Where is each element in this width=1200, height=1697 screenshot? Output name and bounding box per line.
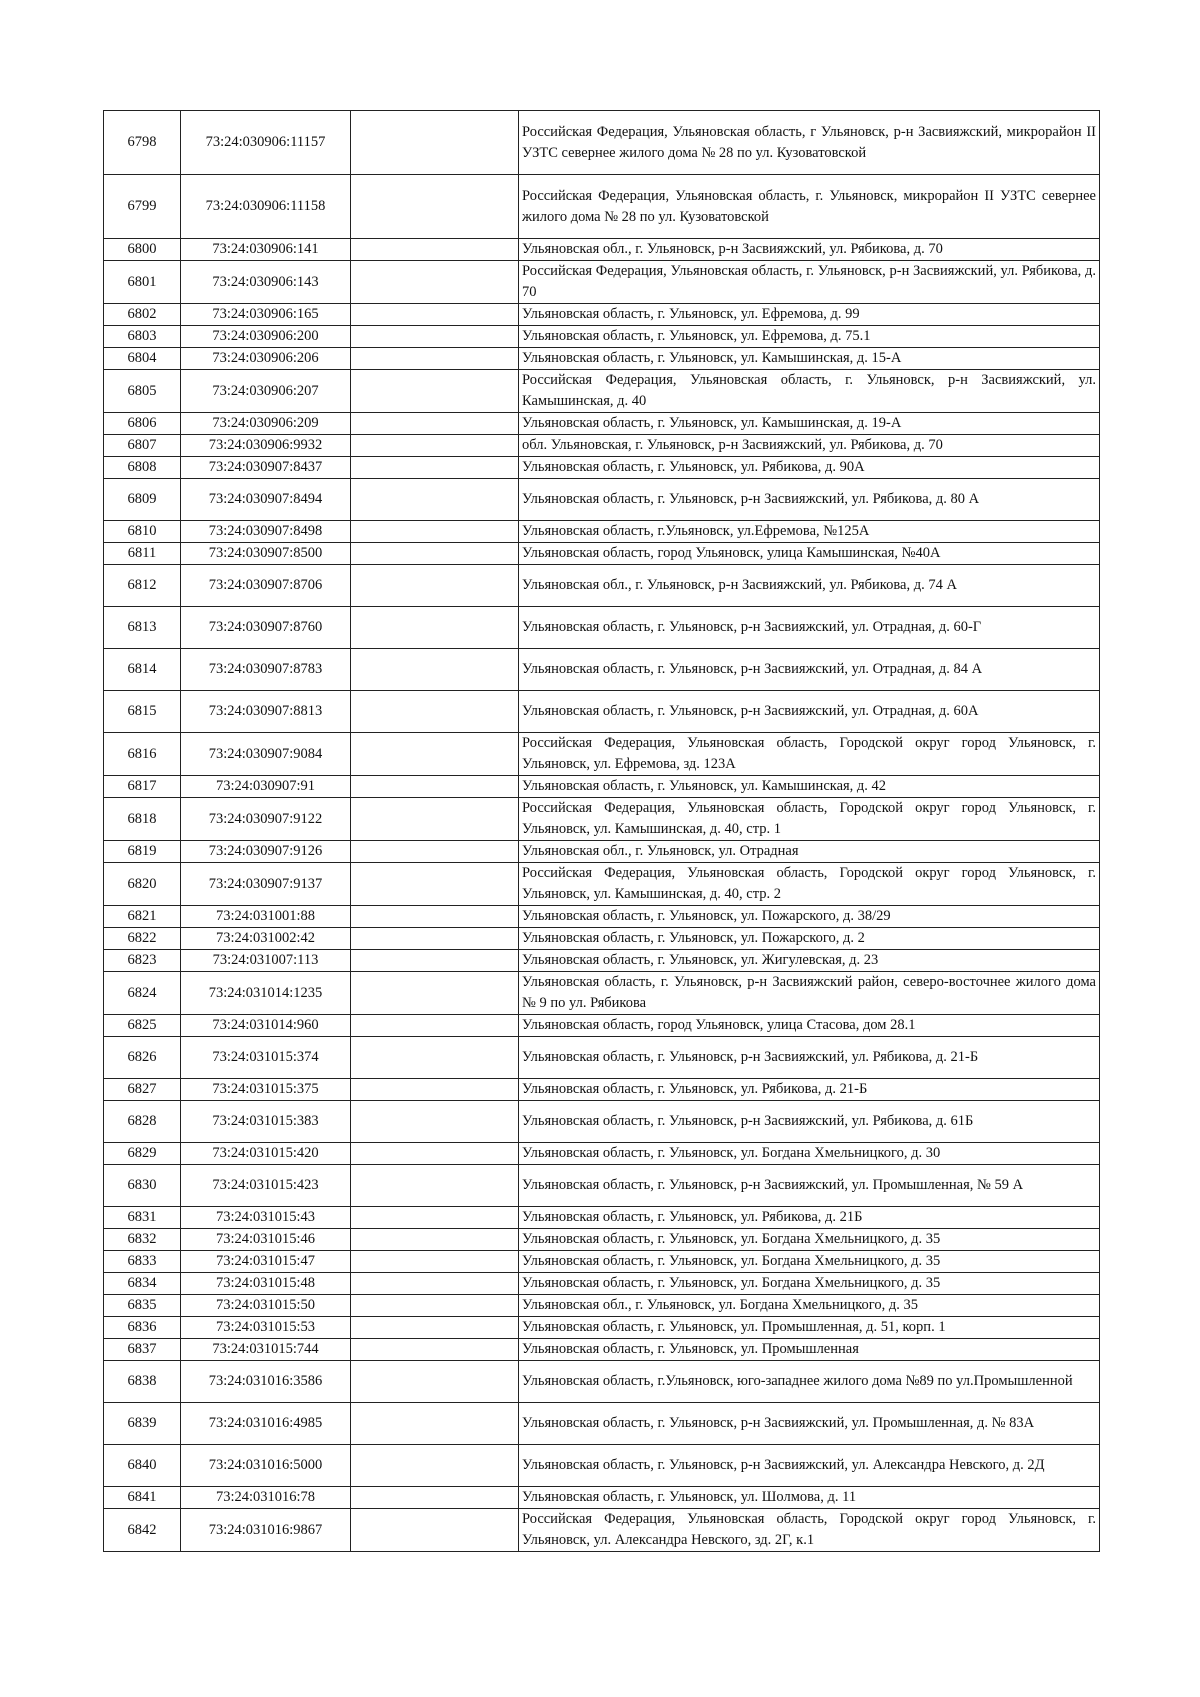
cadastral-number-cell: 73:24:030907:8813 [181, 691, 351, 733]
empty-cell [351, 733, 519, 776]
table-row [104, 1229, 1100, 1251]
row-number-cell: 6836 [104, 1317, 181, 1339]
registry-table [103, 110, 1100, 1552]
address-cell: Российская Федерация, Ульяновская область, Городской округ город Ульяновск, г. Ульяновск, ул. Александра Невского, зд. 2Г, к.1 [519, 1509, 1100, 1552]
table-row [104, 607, 1100, 649]
empty-cell [351, 239, 519, 261]
cadastral-number-cell: 73:24:031015:383 [181, 1101, 351, 1143]
address-cell: Ульяновская область, г. Ульяновск, р-н Засвияжский, ул. Александра Невского, д. 2Д [519, 1445, 1100, 1487]
row-number-cell: 6804 [104, 348, 181, 370]
cadastral-number-cell: 73:24:031014:960 [181, 1015, 351, 1037]
row-number-cell: 6838 [104, 1361, 181, 1403]
address-cell: Ульяновская область, г. Ульяновск, р-н Засвияжский, ул. Рябикова, д. 21-Б [519, 1037, 1100, 1079]
cadastral-number-cell: 73:24:031016:4985 [181, 1403, 351, 1445]
empty-cell [351, 841, 519, 863]
table-row [104, 326, 1100, 348]
row-number-cell: 6812 [104, 565, 181, 607]
address-cell: Ульяновская область, г.Ульяновск, ул.Ефремова, №125А [519, 521, 1100, 543]
empty-cell [351, 370, 519, 413]
cadastral-number-cell: 73:24:031014:1235 [181, 972, 351, 1015]
cadastral-number-cell: 73:24:030907:9126 [181, 841, 351, 863]
address-cell: Ульяновская область, г. Ульяновск, ул. Камышинская, д. 42 [519, 776, 1100, 798]
address-cell: обл. Ульяновская, г. Ульяновск, р-н Засвияжский, ул. Рябикова, д. 70 [519, 435, 1100, 457]
address-cell: Российская Федерация, Ульяновская область, г Ульяновск, р-н Засвияжский, микрорайон II УЗТС севернее жилого дома № 28 по ул. Кузоватовской [519, 111, 1100, 175]
empty-cell [351, 543, 519, 565]
address-cell: Ульяновская область, г. Ульяновск, ул. Промышленная [519, 1339, 1100, 1361]
row-number-cell: 6827 [104, 1079, 181, 1101]
table-row [104, 776, 1100, 798]
address-cell: Ульяновская обл., г. Ульяновск, ул. Отрадная [519, 841, 1100, 863]
cadastral-number-cell: 73:24:030907:8500 [181, 543, 351, 565]
table-row [104, 413, 1100, 435]
empty-cell [351, 479, 519, 521]
address-cell: Ульяновская область, г. Ульяновск, ул. Промышленная, д. 51, корп. 1 [519, 1317, 1100, 1339]
cadastral-number-cell: 73:24:030906:165 [181, 304, 351, 326]
address-cell: Ульяновская область, г. Ульяновск, ул. Ефремова, д. 75.1 [519, 326, 1100, 348]
empty-cell [351, 1207, 519, 1229]
empty-cell [351, 1445, 519, 1487]
row-number-cell: 6823 [104, 950, 181, 972]
table-row [104, 521, 1100, 543]
address-cell: Ульяновская область, г. Ульяновск, ул. Богдана Хмельницкого, д. 35 [519, 1229, 1100, 1251]
address-cell: Ульяновская область, г. Ульяновск, ул. Богдана Хмельницкого, д. 35 [519, 1273, 1100, 1295]
address-cell: Ульяновская область, г. Ульяновск, р-н Засвияжский, ул. Отрадная, д. 84 А [519, 649, 1100, 691]
address-cell: Ульяновская обл., г. Ульяновск, ул. Богдана Хмельницкого, д. 35 [519, 1295, 1100, 1317]
table-row [104, 1251, 1100, 1273]
address-cell: Ульяновская обл., г. Ульяновск, р-н Засвияжский, ул. Рябикова, д. 74 А [519, 565, 1100, 607]
table-row [104, 304, 1100, 326]
cadastral-number-cell: 73:24:030906:207 [181, 370, 351, 413]
cadastral-number-cell: 73:24:030907:8760 [181, 607, 351, 649]
row-number-cell: 6800 [104, 239, 181, 261]
empty-cell [351, 1361, 519, 1403]
row-number-cell: 6805 [104, 370, 181, 413]
table-row [104, 543, 1100, 565]
row-number-cell: 6829 [104, 1143, 181, 1165]
table-row [104, 950, 1100, 972]
address-cell: Ульяновская область, г. Ульяновск, р-н Засвияжский район, северо-восточнее жилого дома № 9 по ул. Рябикова [519, 972, 1100, 1015]
address-cell: Ульяновская область, г.Ульяновск, юго-западнее жилого дома №89 по ул.Промышленной [519, 1361, 1100, 1403]
row-number-cell: 6801 [104, 261, 181, 304]
cadastral-number-cell: 73:24:031016:5000 [181, 1445, 351, 1487]
empty-cell [351, 435, 519, 457]
empty-cell [351, 950, 519, 972]
address-cell: Ульяновская область, город Ульяновск, улица Стасова, дом 28.1 [519, 1015, 1100, 1037]
table-row [104, 348, 1100, 370]
cadastral-number-cell: 73:24:031016:78 [181, 1487, 351, 1509]
row-number-cell: 6803 [104, 326, 181, 348]
cadastral-number-cell: 73:24:031015:46 [181, 1229, 351, 1251]
table-row [104, 370, 1100, 413]
cadastral-number-cell: 73:24:030906:206 [181, 348, 351, 370]
row-number-cell: 6818 [104, 798, 181, 841]
empty-cell [351, 326, 519, 348]
address-cell: Российская Федерация, Ульяновская область, г. Ульяновск, р-н Засвияжский, ул. Камышинская, д. 40 [519, 370, 1100, 413]
cadastral-number-cell: 73:24:031015:53 [181, 1317, 351, 1339]
table-row [104, 1403, 1100, 1445]
empty-cell [351, 863, 519, 906]
cadastral-number-cell: 73:24:030907:8498 [181, 521, 351, 543]
empty-cell [351, 1403, 519, 1445]
empty-cell [351, 565, 519, 607]
address-cell: Ульяновская область, г. Ульяновск, ул. Камышинская, д. 19-А [519, 413, 1100, 435]
empty-cell [351, 111, 519, 175]
cadastral-number-cell: 73:24:031001:88 [181, 906, 351, 928]
row-number-cell: 6831 [104, 1207, 181, 1229]
empty-cell [351, 1487, 519, 1509]
empty-cell [351, 175, 519, 239]
row-number-cell: 6825 [104, 1015, 181, 1037]
empty-cell [351, 798, 519, 841]
empty-cell [351, 906, 519, 928]
table-row [104, 1207, 1100, 1229]
empty-cell [351, 972, 519, 1015]
row-number-cell: 6817 [104, 776, 181, 798]
cadastral-number-cell: 73:24:030907:9122 [181, 798, 351, 841]
table-row [104, 798, 1100, 841]
table-row [104, 649, 1100, 691]
row-number-cell: 6809 [104, 479, 181, 521]
address-cell: Ульяновская область, г. Ульяновск, р-н Засвияжский, ул. Рябикова, д. 80 А [519, 479, 1100, 521]
table-row [104, 1361, 1100, 1403]
row-number-cell: 6839 [104, 1403, 181, 1445]
row-number-cell: 6828 [104, 1101, 181, 1143]
row-number-cell: 6837 [104, 1339, 181, 1361]
empty-cell [351, 607, 519, 649]
empty-cell [351, 1317, 519, 1339]
table-row [104, 1487, 1100, 1509]
cadastral-number-cell: 73:24:030907:9137 [181, 863, 351, 906]
empty-cell [351, 521, 519, 543]
cadastral-number-cell: 73:24:030906:143 [181, 261, 351, 304]
address-cell: Ульяновская область, г. Ульяновск, ул. Богдана Хмельницкого, д. 35 [519, 1251, 1100, 1273]
table-row [104, 733, 1100, 776]
empty-cell [351, 1295, 519, 1317]
address-cell: Ульяновская область, г. Ульяновск, ул. Жигулевская, д. 23 [519, 950, 1100, 972]
table-row [104, 1295, 1100, 1317]
row-number-cell: 6816 [104, 733, 181, 776]
address-cell: Ульяновская область, город Ульяновск, улица Камышинская, №40А [519, 543, 1100, 565]
cadastral-number-cell: 73:24:031016:3586 [181, 1361, 351, 1403]
cadastral-number-cell: 73:24:031015:43 [181, 1207, 351, 1229]
empty-cell [351, 1079, 519, 1101]
row-number-cell: 6799 [104, 175, 181, 239]
cadastral-number-cell: 73:24:031015:374 [181, 1037, 351, 1079]
table-row [104, 972, 1100, 1015]
address-cell: Российская Федерация, Ульяновская область, г. Ульяновск, р-н Засвияжский, ул. Рябикова, д. 70 [519, 261, 1100, 304]
table-row [104, 1445, 1100, 1487]
row-number-cell: 6814 [104, 649, 181, 691]
cadastral-number-cell: 73:24:031007:113 [181, 950, 351, 972]
address-cell: Ульяновская область, г. Ульяновск, ул. Шолмова, д. 11 [519, 1487, 1100, 1509]
cadastral-number-cell: 73:24:031002:42 [181, 928, 351, 950]
address-cell: Ульяновская область, г. Ульяновск, р-н Засвияжский, ул. Отрадная, д. 60-Г [519, 607, 1100, 649]
table-row [104, 565, 1100, 607]
table-row [104, 1273, 1100, 1295]
cadastral-number-cell: 73:24:031015:50 [181, 1295, 351, 1317]
table-row [104, 175, 1100, 239]
cadastral-number-cell: 73:24:031015:423 [181, 1165, 351, 1207]
empty-cell [351, 649, 519, 691]
row-number-cell: 6808 [104, 457, 181, 479]
empty-cell [351, 457, 519, 479]
address-cell: Ульяновская область, г. Ульяновск, ул. Камышинская, д. 15-А [519, 348, 1100, 370]
empty-cell [351, 1273, 519, 1295]
cadastral-number-cell: 73:24:030906:9932 [181, 435, 351, 457]
row-number-cell: 6832 [104, 1229, 181, 1251]
address-cell: Ульяновская область, г. Ульяновск, р-н Засвияжский, ул. Рябикова, д. 61Б [519, 1101, 1100, 1143]
address-cell: Российская Федерация, Ульяновская область, Городской округ город Ульяновск, г. Ульяновск, ул. Камышинская, д. 40, стр. 2 [519, 863, 1100, 906]
table-row [104, 906, 1100, 928]
cadastral-number-cell: 73:24:031015:375 [181, 1079, 351, 1101]
row-number-cell: 6819 [104, 841, 181, 863]
table-row [104, 1015, 1100, 1037]
cadastral-number-cell: 73:24:030907:9084 [181, 733, 351, 776]
empty-cell [351, 776, 519, 798]
row-number-cell: 6834 [104, 1273, 181, 1295]
table-row [104, 457, 1100, 479]
cadastral-number-cell: 73:24:031015:47 [181, 1251, 351, 1273]
cadastral-number-cell: 73:24:030907:8437 [181, 457, 351, 479]
cadastral-number-cell: 73:24:030906:141 [181, 239, 351, 261]
row-number-cell: 6826 [104, 1037, 181, 1079]
address-cell: Российская Федерация, Ульяновская область, Городской округ город Ульяновск, г. Ульяновск, ул. Ефремова, зд. 123А [519, 733, 1100, 776]
table-row [104, 841, 1100, 863]
address-cell: Российская Федерация, Ульяновская область, Городской округ город Ульяновск, г. Ульяновск, ул. Камышинская, д. 40, стр. 1 [519, 798, 1100, 841]
row-number-cell: 6810 [104, 521, 181, 543]
row-number-cell: 6811 [104, 543, 181, 565]
cadastral-number-cell: 73:24:031015:744 [181, 1339, 351, 1361]
table-row [104, 479, 1100, 521]
address-cell: Ульяновская область, г. Ульяновск, ул. Пожарского, д. 2 [519, 928, 1100, 950]
table-row [104, 1101, 1100, 1143]
cadastral-number-cell: 73:24:030907:8706 [181, 565, 351, 607]
address-cell: Ульяновская область, г. Ульяновск, р-н Засвияжский, ул. Промышленная, № 59 А [519, 1165, 1100, 1207]
empty-cell [351, 413, 519, 435]
row-number-cell: 6802 [104, 304, 181, 326]
empty-cell [351, 1251, 519, 1273]
row-number-cell: 6820 [104, 863, 181, 906]
empty-cell [351, 1101, 519, 1143]
cadastral-number-cell: 73:24:030907:91 [181, 776, 351, 798]
cadastral-number-cell: 73:24:030906:209 [181, 413, 351, 435]
row-number-cell: 6830 [104, 1165, 181, 1207]
table-row [104, 1037, 1100, 1079]
empty-cell [351, 348, 519, 370]
address-cell: Ульяновская область, г. Ульяновск, ул. Рябикова, д. 21-Б [519, 1079, 1100, 1101]
empty-cell [351, 1143, 519, 1165]
empty-cell [351, 304, 519, 326]
address-cell: Ульяновская область, г. Ульяновск, р-н Засвияжский, ул. Промышленная, д. № 83А [519, 1403, 1100, 1445]
row-number-cell: 6840 [104, 1445, 181, 1487]
table-row [104, 1509, 1100, 1552]
cadastral-number-cell: 73:24:030907:8494 [181, 479, 351, 521]
row-number-cell: 6824 [104, 972, 181, 1015]
row-number-cell: 6807 [104, 435, 181, 457]
empty-cell [351, 1509, 519, 1552]
address-cell: Российская Федерация, Ульяновская область, г. Ульяновск, микрорайон II УЗТС севернее жилого дома № 28 по ул. Кузоватовской [519, 175, 1100, 239]
cadastral-number-cell: 73:24:030906:200 [181, 326, 351, 348]
table-row [104, 1079, 1100, 1101]
table-row [104, 691, 1100, 733]
address-cell: Ульяновская обл., г. Ульяновск, р-н Засвияжский, ул. Рябикова, д. 70 [519, 239, 1100, 261]
address-cell: Ульяновская область, г. Ульяновск, ул. Богдана Хмельницкого, д. 30 [519, 1143, 1100, 1165]
cadastral-number-cell: 73:24:031015:48 [181, 1273, 351, 1295]
address-cell: Ульяновская область, г. Ульяновск, ул. Ефремова, д. 99 [519, 304, 1100, 326]
empty-cell [351, 928, 519, 950]
row-number-cell: 6833 [104, 1251, 181, 1273]
cadastral-number-cell: 73:24:030906:11157 [181, 111, 351, 175]
table-row [104, 1317, 1100, 1339]
address-cell: Ульяновская область, г. Ульяновск, р-н Засвияжский, ул. Отрадная, д. 60А [519, 691, 1100, 733]
table-row [104, 1143, 1100, 1165]
row-number-cell: 6842 [104, 1509, 181, 1552]
row-number-cell: 6841 [104, 1487, 181, 1509]
empty-cell [351, 691, 519, 733]
empty-cell [351, 1339, 519, 1361]
row-number-cell: 6821 [104, 906, 181, 928]
table-row [104, 863, 1100, 906]
row-number-cell: 6835 [104, 1295, 181, 1317]
table-row [104, 928, 1100, 950]
address-cell: Ульяновская область, г. Ульяновск, ул. Пожарского, д. 38/29 [519, 906, 1100, 928]
cadastral-number-cell: 73:24:030907:8783 [181, 649, 351, 691]
table-row [104, 261, 1100, 304]
cadastral-number-cell: 73:24:031015:420 [181, 1143, 351, 1165]
address-cell: Ульяновская область, г. Ульяновск, ул. Рябикова, д. 90А [519, 457, 1100, 479]
cadastral-number-cell: 73:24:030906:11158 [181, 175, 351, 239]
empty-cell [351, 1015, 519, 1037]
registry-table-body [104, 111, 1100, 1552]
table-row [104, 1339, 1100, 1361]
empty-cell [351, 1229, 519, 1251]
cadastral-number-cell: 73:24:031016:9867 [181, 1509, 351, 1552]
empty-cell [351, 261, 519, 304]
table-row [104, 1165, 1100, 1207]
table-row [104, 435, 1100, 457]
row-number-cell: 6815 [104, 691, 181, 733]
row-number-cell: 6798 [104, 111, 181, 175]
table-row [104, 111, 1100, 175]
table-row [104, 239, 1100, 261]
row-number-cell: 6813 [104, 607, 181, 649]
empty-cell [351, 1037, 519, 1079]
address-cell: Ульяновская область, г. Ульяновск, ул. Рябикова, д. 21Б [519, 1207, 1100, 1229]
row-number-cell: 6806 [104, 413, 181, 435]
empty-cell [351, 1165, 519, 1207]
row-number-cell: 6822 [104, 928, 181, 950]
